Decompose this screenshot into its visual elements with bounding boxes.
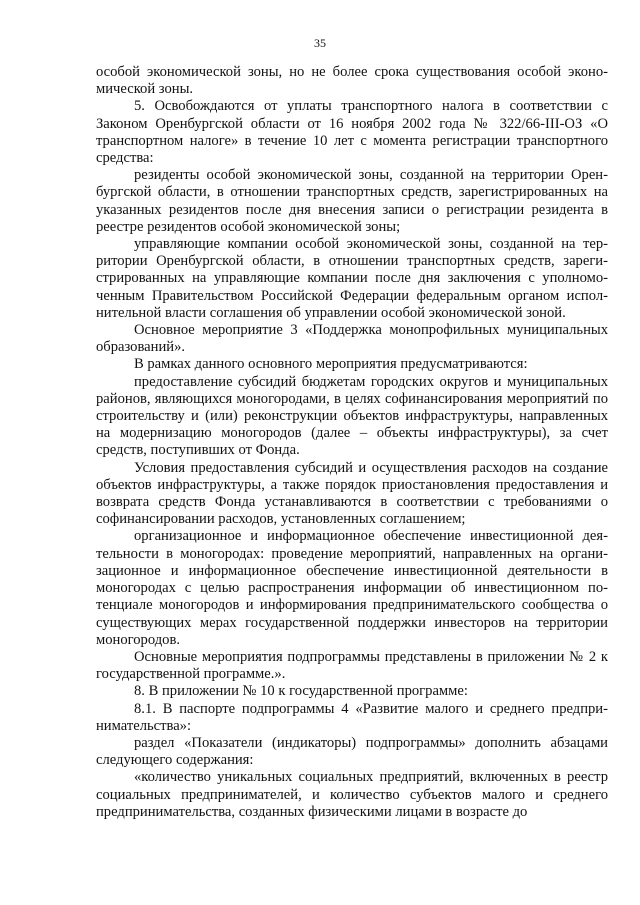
paragraph-item-8: 8. В приложении № 10 к государственной программе:	[134, 683, 468, 700]
page-number: 35	[314, 36, 326, 50]
paragraph-indicators-section: раздел «Показатели (индикаторы) подпрограммы» дополнить абзацами следующего содержания:	[96, 734, 608, 769]
paragraph-social-enterprises: «количество уникальных социальных предприятий, включенных в реестр социальных предпринимателей, и количество субъектов малого и среднего предпринимательства, созданных физическими лицами в возрасте до	[96, 769, 608, 820]
paragraph-residents: резиденты особой экономической зоны, созданной на территории Оренбургской области, в отношении транспортных средств, зарегистрированных на указанных резидентов после дня внесения записи о регистрации резидента в реестре резидентов особой экономической зоны;	[96, 167, 608, 235]
paragraph-continuation: особой экономической зоны, но не более срока существования особой экономической зоны.	[96, 64, 608, 98]
paragraph-item-8-1: 8.1. В паспорте подпрограммы 4 «Развитие малого и среднего предпринимательства»:	[96, 700, 608, 734]
paragraph-main-measures-appendix: Основные мероприятия подпрограммы представлены в приложении № 2 к государственной программе.».	[96, 648, 608, 683]
paragraph-conditions: Условия предоставления субсидий и осуществления расходов на создание объектов инфраструктуры, а также порядок приостановления предоставления и возврата средств Фонда устанавливаются в соответствии с требованиями о софинансировании расходов, установленных соглашением;	[96, 459, 608, 528]
paragraph-investment-support: организационное и информационное обеспечение инвестиционной деятельности в моногородах: проведение мероприятий, направленных на организационное и информационное обеспечение инвестиционной деятельности в моногородах с целью распространения информации об инвестиционном потенциале моногородов и информирования предпринимательского сообщества о существующих мерах государственной поддержки инвесторов на территории моногородов.	[96, 528, 608, 648]
paragraph-measure-scope: В рамках данного основного мероприятия предусматриваются:	[134, 356, 528, 373]
paragraph-management-companies: управляющие компании особой экономической зоны, созданной на территории Оренбургской области, в отношении транспортных средств, зарегистрированных на управляющие компании после дня заключения с уполномоченным Правительством Российской Федерации федеральным органом исполнительной власти соглашения об управлении особой экономической зоной.	[96, 236, 608, 321]
paragraph-main-measure-3: Основное мероприятие 3 «Поддержка монопрофильных муниципальных образований».	[96, 322, 608, 356]
paragraph-subsidies: предоставление субсидий бюджетам городских округов и муниципальных районов, являющихся моногородами, в целях софинансирования мероприятий по строительству и (или) реконструкции объектов инфраструктуры, направленных на модернизацию моногородов (далее – объекты инфраструктуры), за счет средств, поступивших от Фонда.	[96, 373, 608, 459]
document-body	[96, 64, 608, 821]
paragraph-item-5-transport-tax: 5. Освобождаются от уплаты транспортного налога в соответствии с Законом Оренбургской области от 16 ноября 2002 года № 322/66-III-ОЗ «О транспортном налоге» в течение 10 лет с момента регистрации транспортного средства:	[96, 98, 608, 167]
